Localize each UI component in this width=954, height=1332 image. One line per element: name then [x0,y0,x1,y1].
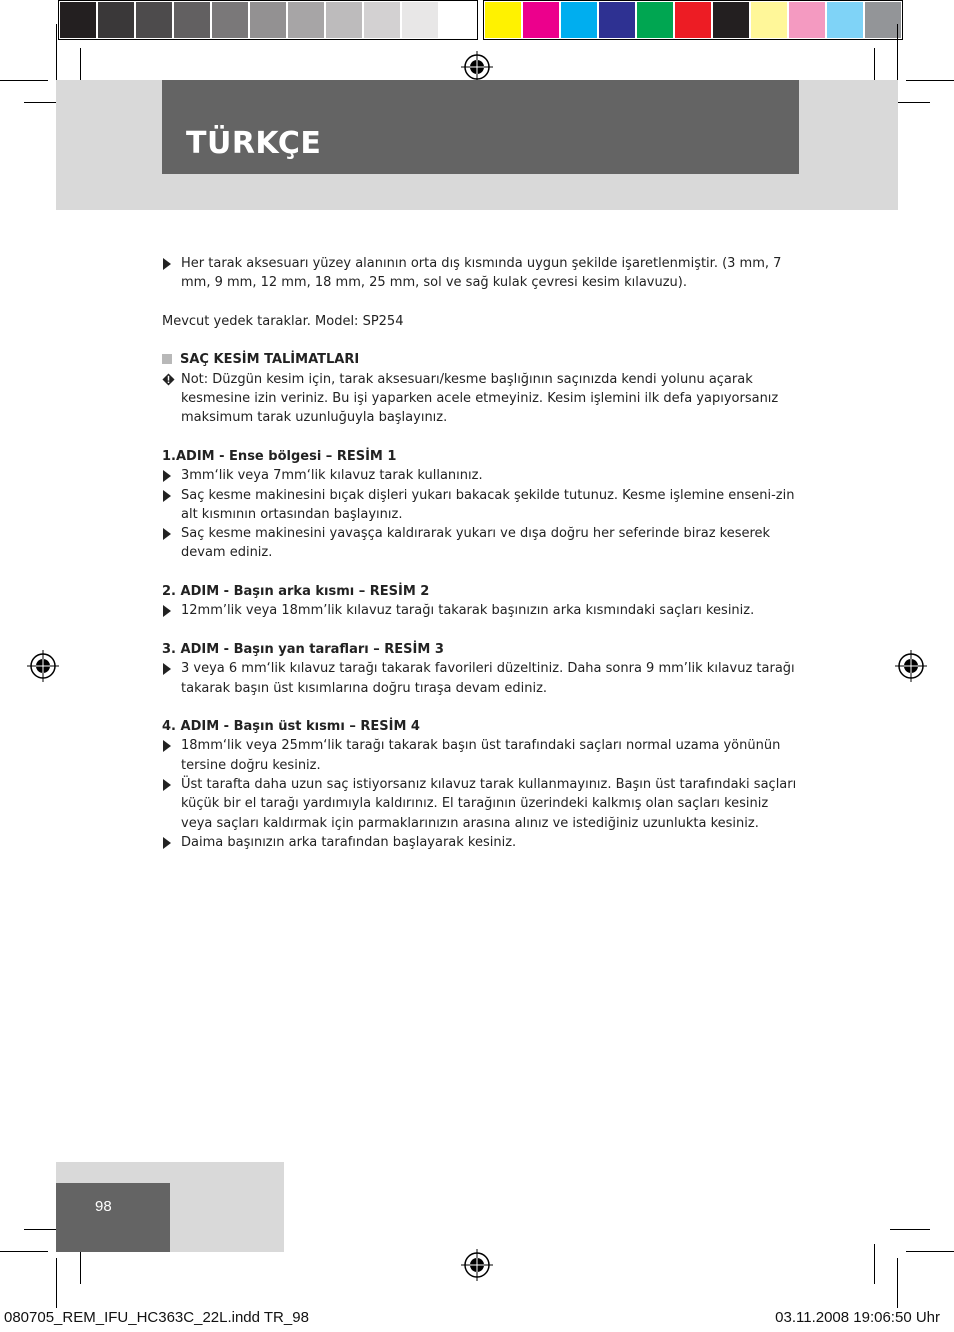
crop-mark [56,24,57,80]
step4-heading: 4. ADIM - Başın üst kısmı – RESİM 4 [162,719,420,735]
color-swatch [826,1,864,39]
bullet-triangle-icon [163,779,171,791]
crop-mark [897,1258,898,1308]
step1-heading: 1.ADIM - Ense bölgesi – RESİM 1 [162,448,397,464]
color-swatch [59,1,97,39]
process-color-bar [483,0,903,40]
bullet-triangle-icon [163,740,171,752]
color-swatch [363,1,401,39]
crop-mark [0,80,48,81]
list-item: 3mm‘lik veya 7mm‘lik kılavuz tarak kullanınız. [162,466,802,485]
warning-icon [162,373,175,386]
list-item: Saç kesme makinesini bıçak dişleri yukarı bakacak şekilde tutunuz. Kesme işlemine enseni-zin alt kısmının ortasından başlayınız. [162,486,802,525]
bullet-triangle-icon [163,528,171,540]
list-item: 3 veya 6 mm‘lik kılavuz tarağı takarak favorileri düzeltiniz. Daha sonra 9 mm’lik kılavuz tarağı takarak başın üst kısımlarına doğru tıraşa devam ediniz. [162,659,802,698]
registration-mark-icon [461,1249,493,1281]
note-item: Not: Düzgün kesim için, tarak aksesuarı/kesme başlığının saçınızda kendi yolunu açarak kesmesine izin veriniz. Bu işi yaparken acele etmeyiniz. Kesim işlemini ilk defa yapıyorsanız maksimum tarak uzunluğuyla başlayınız. [162,370,802,428]
footer-page-box [56,1183,170,1252]
square-bullet-icon [162,354,172,364]
crop-mark [56,1258,57,1308]
bullet-triangle-icon [163,837,171,849]
slug-file-info: 080705_REM_IFU_HC363C_22L.indd TR_98 [4,1309,309,1326]
crop-mark [874,1244,875,1284]
bullet-triangle-icon [163,470,171,482]
page-number: 98 [95,1198,112,1215]
registration-mark-icon [895,650,927,682]
color-swatch [674,1,712,39]
bullet-triangle-icon [163,258,171,270]
list-item: Her tarak aksesuarı yüzey alanının orta dış kısmında uygun şekilde işaretlenmiştir. (3 mm, 7 mm, 9 mm, 12 mm, 18 mm, 25 mm, sol ve sağ kulak çevresi kesim kılavuzu). [162,254,802,293]
color-swatch [750,1,788,39]
list-item: Saç kesme makinesini yavaşça kaldırarak yukarı ve dışa doğru her seferinde biraz keserek devam ediniz. [162,524,802,563]
crop-mark [897,24,898,80]
slug-timestamp: 03.11.2008 19:06:50 Uhr [775,1309,940,1326]
color-swatch [325,1,363,39]
color-swatch [560,1,598,39]
page-title: TÜRKÇE [186,126,322,161]
color-swatch [598,1,636,39]
color-swatch [788,1,826,39]
bullet-triangle-icon [163,663,171,675]
color-swatch [636,1,674,39]
list-item: 18mm‘lik veya 25mm‘lik tarağı takarak başın üst tarafındaki saçları normal uzama yönünün tersine doğru kesiniz. [162,736,802,775]
registration-mark-icon [461,51,493,83]
color-swatch [484,1,522,39]
color-swatch [401,1,439,39]
crop-mark [890,1229,930,1230]
color-swatch [211,1,249,39]
color-swatch [712,1,750,39]
crop-mark [0,1251,48,1252]
step2-heading: 2. ADIM - Başın arka kısmı – RESİM 2 [162,584,430,600]
color-swatch [522,1,560,39]
gray-color-bar [58,0,478,40]
list-item: Üst tarafta daha uzun saç istiyorsanız kılavuz tarak kullanmayınız. Başın üst tarafındaki saçları küçük bir el tarağı yardımıyla kaldırınız. El tarağının üzerindeki kalkmış olan saçları kesiniz veya saçları kaldırmak için parmaklarınızın arasına alınız ve istediğiniz uzunlukta kesiniz. [162,775,802,833]
registration-mark-icon [27,650,59,682]
bullet-triangle-icon [163,605,171,617]
color-swatch [135,1,173,39]
color-swatch [173,1,211,39]
color-swatch [97,1,135,39]
color-swatch [439,1,477,39]
color-swatch [249,1,287,39]
list-item: Daima başınızın arka tarafından başlayarak kesiniz. [162,833,802,852]
section-heading: SAÇ KESİM TALİMATLARI [162,350,802,369]
bullet-triangle-icon [163,490,171,502]
document-body [162,254,802,852]
crop-mark [906,80,954,81]
crop-mark [906,1251,954,1252]
spare-combs-text: Mevcut yedek taraklar. Model: SP254 [162,313,404,329]
list-item: 12mm’lik veya 18mm’lik kılavuz tarağı takarak başınızın arka kısmındaki saçları kesiniz. [162,601,802,620]
color-swatch [287,1,325,39]
step3-heading: 3. ADIM - Başın yan tarafları – RESİM 3 [162,641,444,657]
